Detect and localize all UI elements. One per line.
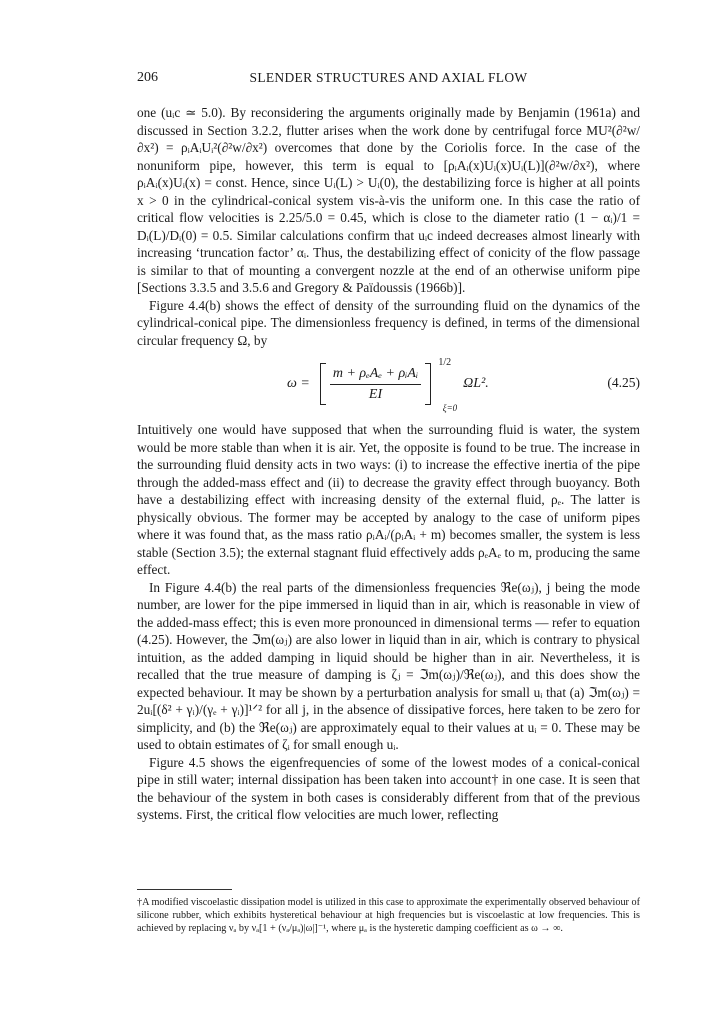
page-number: 206 [137,70,158,85]
equation-bracket [316,357,458,413]
equation-numerator: m + ρₑAₑ + ρᵢAᵢ [330,366,421,385]
running-title: SLENDER STRUCTURES AND AXIAL FLOW [249,70,528,85]
equation-exponent: 1/2 [438,357,452,368]
paragraph-4: In Figure 4.4(b) the real parts of the dimensionless frequencies ℜe(ωⱼ), j being the mode number, are lower for the pipe immersed in liquid than in air, which is reasonable in view of the added-mass effect; this is even more pronounced in dimensional terms — refer to equation (4.25). However, the ℑm(ωⱼ) are also lower in liquid than in air, which is contrary to physical intuition, as the added damping in liquid should be higher than in air. Nevertheless, it is recalled that the true measure of damping is ζⱼ = ℑm(ωⱼ)/ℜe(ωⱼ), and this does show the expected behaviour. It may be shown by a perturbation analysis for small uᵢ that (a) ℑm(ωⱼ) = 2uᵢ[(δ² + γᵢ)/(γₑ + γᵢ)]¹ᐟ² for all j, in the absence of dissipative forces, here taken to be zero for simplicity, and (b) the ℜe(ωⱼ) are approximately equal to their values at uᵢ = 0. These may be used to obtain estimates of ζᵢ for small enough uᵢ. [137,579,640,752]
equation-number: (4.25) [607,375,640,390]
paragraph-5: Figure 4.5 shows the eigenfrequencies of some of the lowest modes of a conical-conical pipe in still water; internal dissipation has been taken into account† in one case. It is seen that the behaviour of the system in both cases is considerably different from that of the previous systems. First, the critical flow velocities are much lower, reflecting [137,754,640,822]
footnote [137,896,640,936]
equation-lhs: ω = [287,376,310,391]
body-text [137,104,640,824]
paragraph-3: Intuitively one would have supposed that when the surrounding fluid is water, the system would be more stable than when it is air. Yet, the opposite is found to be true. The increase in the surrounding fluid density acts in two ways: (i) to increase the effective inertia of the pipe through the added-mass effect and (ii) to decrease the gravity effect through buoyancy. Both have a destabilizing effect with increasing density of the external fluid, ρₑ. The latter is physically obvious. The former may be accepted by analogy to the case of uniform pipes where it was found that, as the mass ratio ρᵢAᵢ/(ρᵢAᵢ + m) becomes smaller, the system is less stable (Section 3.5); the external stagnant fluid effectively adds ρₑAₑ to m, producing the same effect. [137,422,640,577]
equation-tail: ΩL². [463,376,489,391]
equation-denominator: EI [368,386,383,402]
paragraph-1: one (uᵢc ≃ 5.0). By reconsidering the arguments originally made by Benjamin (1961a) and discussed in Section 3.2.2, flutter arises when the work done by centrifugal force MU²(∂²w/∂x²) = ρᵢAᵢUᵢ²(∂²w/∂x²) overcomes that done by the Coriolis force. In the case of the nonuniform pipe, however, this term is equal to [ρᵢAᵢ(x)Uᵢ(x)Uᵢ(L)](∂²w/∂x²), where ρᵢAᵢ(x)Uᵢ(x) = const. Hence, since Uᵢ(L) > Uᵢ(0), the destabilizing force is higher at all points x > 0 in the cylindrical-conical system vis-à-vis the uniform one. In this case the ratio of critical flow velocities is 2.25/5.0 = 0.45, which is close to the diameter ratio (1 − αᵢ)/1 = Dᵢ(L)/Dᵢ(0) = 0.5. Similar calculations confirm that uᵢc indeed decreases almost linearly with increasing ‘truncation factor’ αᵢ. Thus, the destabilizing effect of conicity of the flow passage is similar to that of mounting a convergent nozzle at the end of an otherwise uniform pipe [Sections 3.3.5 and 3.5.6 and Gregory & Païdoussis (1966b)]. [137,105,640,295]
equation-evaluation-point: ξ=0 [442,403,458,413]
page-header [137,70,640,92]
equation-fraction [330,366,421,403]
footnote-text: †A modified viscoelastic dissipation model is utilized in this case to approximate the experimentally observed behaviour of silicone rubber, which exhibits hysteretical behaviour at high frequencies but is viscoelastic at low frequencies. This is achieved by replacing νₐ by νₐ[1 + (νₐ/μₐ)|ω|]⁻¹, where μₐ is the hysteretic damping coefficient as ω → ∞. [137,897,640,935]
equation-4-25 [137,353,640,417]
paragraph-2: Figure 4.4(b) shows the effect of density of the surrounding fluid on the dynamics of the cylindrical-conical pipe. The dimensionless frequency is defined, in terms of the dimensional circular frequency Ω, by [137,297,640,348]
footnote-rule [137,889,232,890]
